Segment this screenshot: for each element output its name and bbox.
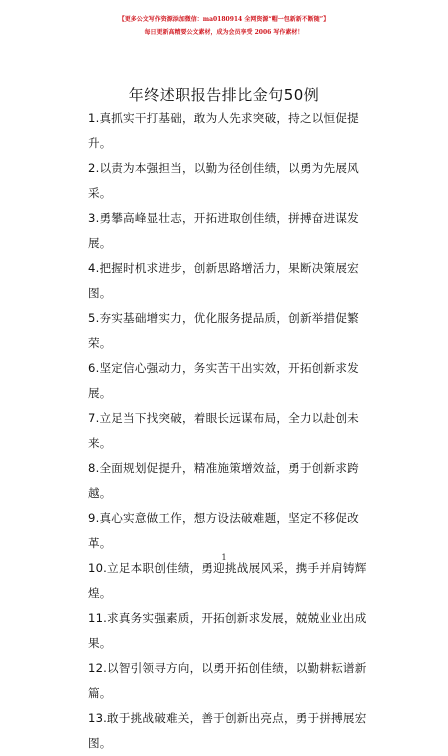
list-item: 11.求真务实强素质，开拓创新求发展，兢兢业业出成果。 — [88, 611, 367, 650]
list-item: 10.立足本职创佳绩，勇迎挑战展风采，携手并肩铸辉煌。 — [88, 561, 367, 600]
list-item: 4.把握时机求进步，创新思路增活力，果断决策展宏图。 — [88, 261, 359, 300]
promo-banner-line-2: 每日更新高精要公文素材，成为会员享受 2006 写作素材！ — [144, 29, 304, 36]
promo-banner-line-1: 【更多公文写作资源添加微信：ma0180914 全网资源“帽一包新新不断随”】 — [118, 16, 330, 23]
list-item: 7.立足当下找突破，着眼长远谋布局，全力以赴创未来。 — [88, 411, 359, 450]
list-item: 6.坚定信心强动力，务实苦干出实效，开拓创新求发展。 — [88, 361, 359, 400]
list-item: 5.夯实基础增实力，优化服务提品质，创新举措促繁荣。 — [88, 311, 359, 350]
list-item: 1.真抓实干打基础，敢为人先求突破，持之以恒促提升。 — [88, 111, 359, 150]
document-title: 年终述职报告排比金句50例 — [128, 86, 320, 104]
list-item: 2.以责为本强担当，以勤为径创佳绩，以勇为先展风采。 — [88, 161, 359, 200]
list-item: 8.全面规划促提升，精准施策增效益，勇于创新求跨越。 — [88, 461, 359, 500]
list-item: 13.敢于挑战破难关，善于创新出亮点，勇于拼搏展宏图。 — [88, 711, 367, 750]
list-item: 9.真心实意做工作，想方设法破难题，坚定不移促改革。 — [88, 511, 359, 550]
list-item: 3.勇攀高峰显壮志，开拓进取创佳绩，拼搏奋进谋发展。 — [88, 211, 359, 250]
page-number: 1 — [221, 553, 227, 562]
list-item: 12.以智引领寻方向，以勇开拓创佳绩，以勤耕耘谱新篇。 — [88, 661, 367, 700]
sentence-list — [88, 106, 372, 756]
